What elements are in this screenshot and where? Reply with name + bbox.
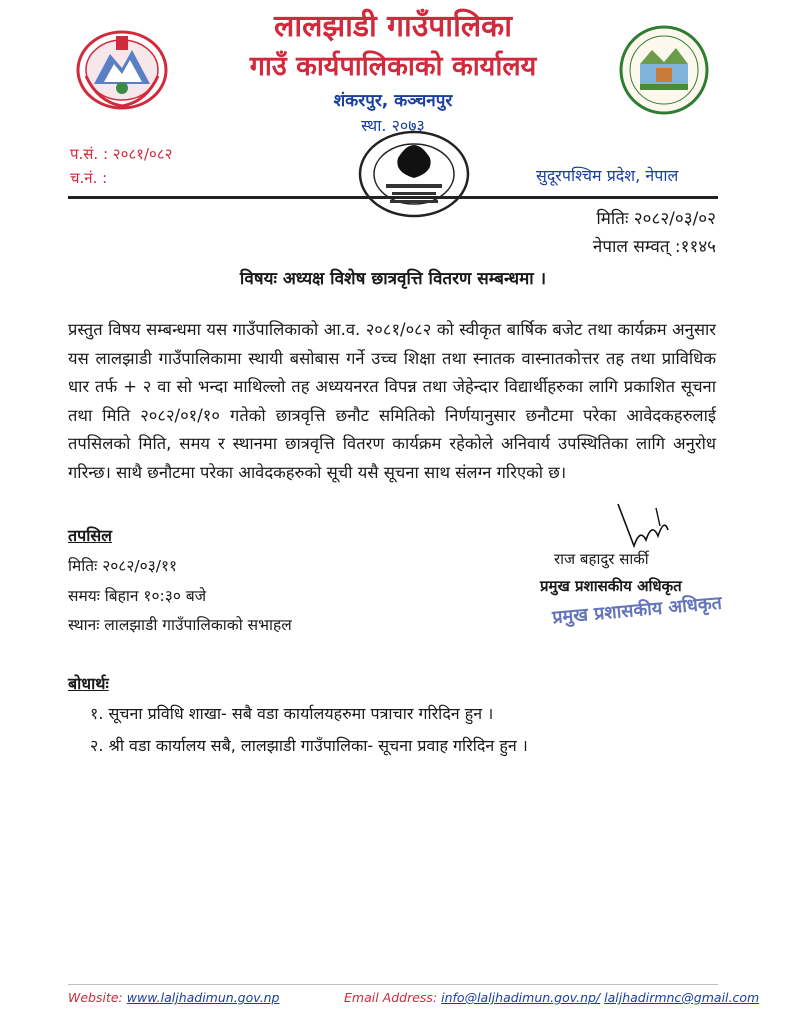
footer-website xyxy=(68,990,279,1005)
province-label: सुदूरपश्चिम प्रदेश, नेपाल xyxy=(536,166,679,185)
established-year: स्था. २०७३ xyxy=(361,116,425,135)
signature-icon xyxy=(600,500,680,552)
letter-body: प्रस्तुत विषय सम्बन्धमा यस गाउँपालिकाको आ.व. २०८१/०८२ को स्वीकृत बार्षिक बजेट तथा कार्यक्रम अनुसार यस लालझाडी गाउँपालिकामा स्थायी बसोबास गर्ने उच्च शिक्षा तथा स्नातक वास्नातकोत्तर तह तथा प्राविधिक धार तर्फ + २ वा सो भन्दा माथिल्लो तह अध्ययनरत विपन्न तथा जेहेन्दार विद्यार्थीहरुका लागि प्रकाशित सूचना तथा मिति २०८२/०१/१० गतेको छात्रवृत्ति छनौट समितिको निर्णयानुसार छनौटमा परेका आवेदकहरुलाई तपसिलको मिति, समय र स्थानमा छात्रवृत्ति वितरण कार्यक्रम रहेकोले अनिवार्य उपस्थितिका लागि अनुरोध गरिन्छ। साथै छनौटमा परेका आवेदकहरुको सूची यसै सूचना साथ संलग्न गरिएको छ। xyxy=(68,320,716,482)
email-link-secondary[interactable]: laljhadirmnc@gmail.com xyxy=(604,990,760,1005)
designation-stamp: प्रमुख प्रशासकीय अधिकृत xyxy=(551,592,723,629)
dispatch-number: च.नं. : xyxy=(70,169,108,187)
header-divider xyxy=(68,196,718,199)
signatory-name: राज बहादुर सार्की xyxy=(554,550,649,568)
cc-item: २. श्री वडा कार्यालय सबै, लालझाडी गाउँपालिका- सूचना प्रवाह गरिदिन हुन । xyxy=(90,736,528,755)
event-time: समयः बिहान १०:३० बजे xyxy=(68,587,207,605)
footer-email xyxy=(344,990,759,1005)
footer-divider xyxy=(68,984,718,985)
reference-number: प.सं. : २०८१/०८२ xyxy=(70,145,173,163)
cc-item: १. सूचना प्रविधि शाखा- सबै वडा कार्यालयहरुमा पत्राचार गरिदिन हुन । xyxy=(90,704,494,723)
office-address: शंकरपुर, कञ्चनपुर xyxy=(333,91,453,111)
event-date: मितिः २०८२/०३/११ xyxy=(68,557,178,575)
cc-heading: बोधार्थः xyxy=(68,674,109,693)
email-label: Email Address: xyxy=(344,990,438,1005)
details-heading: तपसिल xyxy=(68,526,113,545)
letter-subject: विषयः अध्यक्ष विशेष छात्रवृत्ति वितरण सम्बन्धमा । xyxy=(239,269,547,289)
office-title: गाउँ कार्यपालिकाको कार्यालय xyxy=(249,51,537,82)
municipality-title: लालझाडी गाउँपालिका xyxy=(274,9,512,44)
letter-date: मितिः २०८२/०३/०२ xyxy=(596,209,716,229)
website-link[interactable]: www.laljhadimun.gov.np xyxy=(126,990,280,1005)
website-label: Website: xyxy=(68,990,123,1005)
event-place: स्थानः लालझाडी गाउँपालिकाको सभाहल xyxy=(68,616,292,634)
signatory-title: प्रमुख प्रशासकीय अधिकृत xyxy=(540,577,682,595)
nepal-samvat-date: नेपाल सम्वत् :११४५ xyxy=(592,237,716,257)
email-link-primary[interactable]: info@laljhadimun.gov.np/ xyxy=(441,990,601,1005)
